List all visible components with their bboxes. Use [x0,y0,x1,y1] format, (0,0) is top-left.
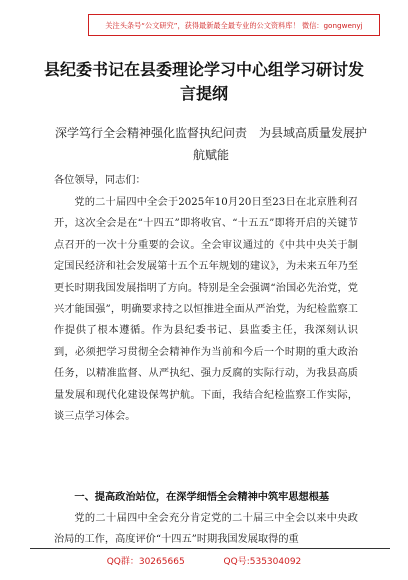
salutation: 各位领导，同志们： [54,175,146,186]
header-banner: 关注头条号“公文研究”，获得最新最全最专业的公文资料库！ 微信：gongwenyj [88,14,380,36]
footer [0,555,408,569]
section-heading-1: 一、提高政治站位，在深学细悟全会精神中筑牢思想根基 [74,492,330,503]
document-subtitle: 深学笃行全会精神强化监督执纪问责 为县域高质量发展护航赋能 [54,126,367,162]
document-title: 县纪委书记在县委理论学习中心组学习研讨发言提纲 [43,60,364,103]
footer-qq-group: QQ群：30265665 [106,557,185,567]
footer-qq-number: QQ号:535304092 [223,557,302,567]
paragraph-1: 党的二十届四中全会于2025年10月20日至23日在北京胜利召开，这次全会是在“十四五”即将收官、“十五五”即将开启的关键节点召开的一次十分重要的会议。全会审议通过的《中共中央关于制定国民经济和社会发展第十五个五年规划的建议》，为未来五年乃至更长时期我国发展指明了方向。特别是全会强调“治国必先治党，党兴才能国强”，明确要求持之以恒推进全面从严治党，为纪检监察工作提供了根本遵循。作为县纪委书记、县监委主任，我深刻认识到，必须把学习贯彻全会精神作为当前和今后一个时期的重大政治任务，以精准监督、从严执纪、强力反腐的实际行动，为我县高质量发展和现代化建设保驾护航。下面，我结合纪检监察工作实际，谈三点学习体会。 [54,197,358,423]
footer-divider [30,548,390,549]
paragraph-2: 党的二十届四中全会充分肯定党的二十届三中全会以来中央政治局的工作，高度评价“十四五”时期我国发展取得的重 [54,513,358,546]
